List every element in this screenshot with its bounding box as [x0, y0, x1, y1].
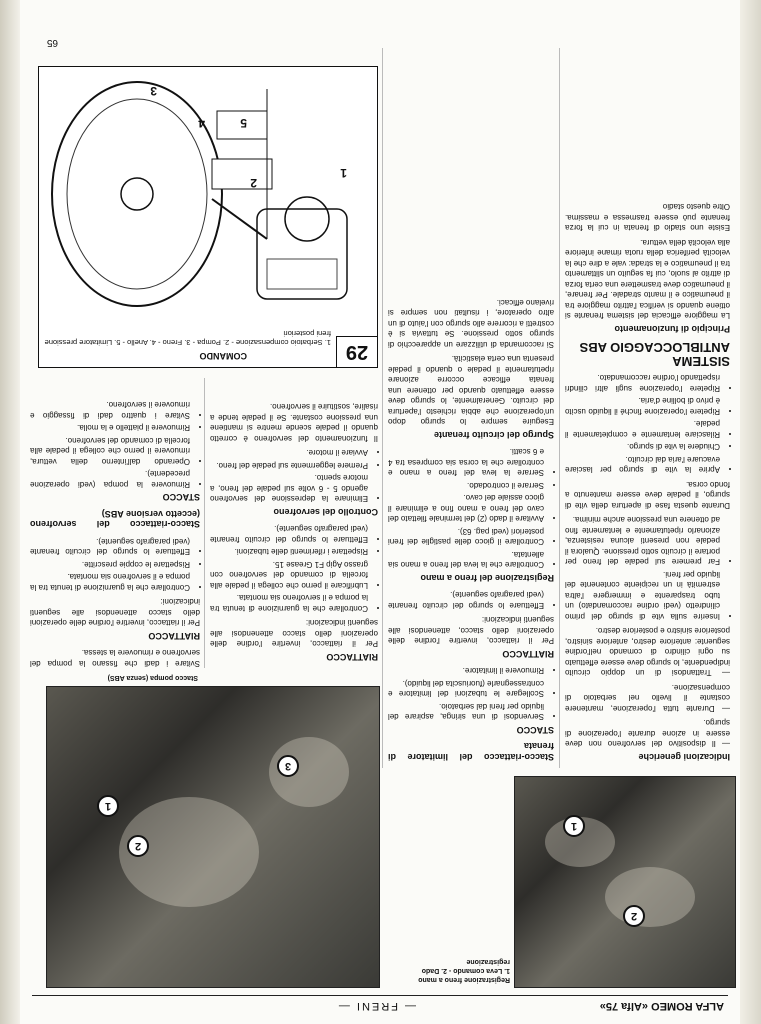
callout-5: 5 [240, 116, 247, 130]
callout-2: 2 [127, 835, 149, 857]
bullet-list [30, 399, 200, 489]
bullet-list [388, 665, 554, 722]
paragraph: Durante questa fase di apertura della vite di spurgo, il pedale deve essere mantenuto a fondo corsa. [565, 480, 730, 510]
list-item: • Rimuovere il piattello e la molla. [30, 422, 190, 433]
list-item: • Rimuovere la pompa (vedi operazione precedente). [30, 468, 190, 489]
list-item: • Svitare i quattro dadi di fissaggio e rimuovere il servofreno. [30, 399, 190, 420]
list-item: • Effettuare lo spurgo del circuito frenante (vedi paragrafo seguente). [388, 589, 544, 610]
heading-spurgo: Spurgo del circuito frenante [433, 430, 554, 440]
heading-riattacco: RIATTACCO [326, 652, 378, 662]
list-item: • Inserire sulla vite di spurgo del primo cilindretto (vedi ordine raccomandato) un tubo trasparente e immergere l'altra estremità in un recipiente contenente del liquido per freni. [565, 569, 720, 622]
header-rule [32, 995, 728, 996]
list-item: • Serrare il controdado. [388, 480, 544, 491]
heading-stacco-servofreno: Stacco-riattacco del servofreno (eccetto versione ABS) [30, 509, 200, 530]
list-item: • Scollegare le tubazioni del limitatore e contrassegnarle (fuoriuscita del liquido). [388, 678, 544, 699]
section-header: — FRENI — [336, 1000, 416, 1012]
list-item: • Controllare che la leva del freno a mano sia allentata. [388, 549, 544, 570]
paragraph: Il funzionamento del servofreno è corretto quando il pedale scende mentre si mantiene una pressione costante. Se il pedale tende a risalire, sostituire il servofreno. [210, 402, 378, 443]
diagram-figure [38, 66, 378, 368]
list-item: • Operando dall'interno della vettura, rimuovere il perno che collega il pedale alla forcella di comando del servofreno. [30, 435, 190, 467]
text-column-2 [388, 293, 554, 769]
heading-sistema-abs: SISTEMA ANTIBLOCCAGGIO ABS [579, 340, 730, 369]
paragraph: Eseguire sempre lo spurgo dopo un'operazione che abbia richiesto l'apertura del circuito. Generalmente, lo spurgo deve essere effettuato quando per ottenere una frenata efficace occorre azionare ripetutamente il pedale o quando il pedale presenta una certa elasticità. [388, 354, 554, 427]
heading-indicazioni: Indicazioni generiche [638, 752, 730, 762]
list-item: • Lubrificare il perno che collega il pedale alla forcella di comando del servofreno con grasso Agip F1 Grease 15. [210, 559, 368, 591]
photo-highlight [605, 867, 695, 927]
photo-pump [46, 686, 380, 988]
list-item: • Ripetere l'operazione finché il liquido uscito è privo di bolline d'aria. [565, 395, 720, 416]
text-column-3 [210, 397, 378, 668]
list-item: • Serrare la leva del freno a mano e controllare che la corsa sia compresa tra 4 e 6 scatti. [388, 446, 544, 478]
list-item: • Controllare che la guarnizione di tenuta tra la pompa e il servofreno sia montata. [30, 571, 190, 592]
paragraph: — Trattandosi di un doppio circuito indipendente, lo spurgo deve essere effettuato su ogni cilindro di comando nell'ordine seguente: anteriore destro, anteriore sinistro, posteriore sinistro e posteriore destro. [565, 626, 730, 678]
paragraph: — Durante tutta l'operazione, mantenere costante il livello nel serbatoio di compensazione. [565, 683, 730, 713]
diagram-title: COMANDO [199, 351, 247, 361]
bullet-list [210, 523, 378, 613]
callout-3: 3 [150, 84, 157, 98]
callout-3: 3 [277, 755, 299, 777]
bullet-list [565, 372, 730, 475]
paragraph: Per il riattacco, invertire l'ordine delle operazioni dello stacco attenendosi alle seguenti indicazioni: [30, 597, 200, 628]
caption-text: Registrazione freno a mano 1. Leva comando - 2. Dado registrazione [418, 958, 510, 983]
paragraph: La maggiore efficacia del sistema frenante si ottiene quando si verifica l'attrito maggiore tra il pneumatico e il manto stradale. Per frenare, il pneumatico deve trasmettere una certa forza di attrito al suolo, cui fa seguito un slittamento tra il pneumatico e la strada: vale a dire che la velocità periferica della ruota rimane inferiore alla velocità della vettura. [565, 238, 730, 321]
list-item: • Eliminare la depressione del servofreno agendo 5 - 6 volte sul pedale del freno, a motore spento. [210, 472, 368, 504]
callout-2: 1 [563, 815, 585, 837]
callout-4: 4 [198, 116, 205, 130]
heading-stacco: STACCO [162, 492, 200, 503]
photo-handbrake [514, 776, 736, 988]
list-item: • Aprire la vite di spurgo per lasciare evacuare l'aria dal circuito. [565, 454, 720, 475]
paragraph: Per il riattacco, invertire l'ordine delle operazioni dello stacco, attenendosi alle seguenti indicazioni: [388, 615, 554, 646]
column-divider [204, 378, 205, 668]
list-item: • Far premere sul pedale del freno per portare il circuito sotto pressione. Qualora il pedale non presenti alcuna resistenza, azionarlo ripetutamente e lentamente fino ad ottenere una pressione anche minima. [565, 514, 720, 567]
paragraph: Esiste uno stadio di frenata in cui la forza frenante può essere trasmessa e massima. Oltre questo stadio [565, 202, 730, 233]
manual-page-rotated [22, 18, 738, 1018]
list-item: • Ripetere l'operazione sugli altri cilindri rispettando l'ordine raccomandato. [565, 372, 720, 393]
paragraph: Si raccomanda di utilizzare un apparecchio di spurgo sotto pressione. Se tuttavia si è costretti a ricorrere allo spurgo con l'aiuto di un altro operatore, i risultati non sempre si rivelano efficaci. [388, 298, 554, 349]
paragraph: Svitare i dadi che fissano la pompa del servofreno e rimuovere la stessa. [30, 648, 200, 668]
list-item: • Avviare il motore. [210, 447, 368, 458]
bullet-list [565, 514, 730, 621]
list-item: • Avvitare il dado (2) del terminale filettato del cavo del freno a mano fino a eliminare il gioco assiale del cavo. [388, 492, 544, 524]
bullet-list [30, 536, 200, 593]
list-item: • Controllare che la guarnizione di tenuta tra la pompa e il servofreno sia montata. [210, 592, 368, 613]
list-item: • Rispettare i riferimenti delle tubazioni. [210, 546, 368, 557]
photo-caption-handbrake [390, 957, 510, 984]
callout-2: 2 [250, 176, 257, 190]
list-item: • Effettuare lo spurgo del circuito frenante (vedi paragrafo seguente). [30, 536, 190, 557]
list-item: • Rispettare le coppie prescritte. [30, 559, 190, 570]
callout-1: 2 [623, 905, 645, 927]
column-divider [382, 48, 383, 768]
list-item: • Premere leggermente sul pedale del freno. [210, 460, 368, 471]
page-number: 65 [46, 37, 58, 48]
bullet-list [388, 446, 554, 570]
column-divider [559, 48, 560, 768]
paragraph: — Il dispositivo del servofreno non deve essere in azione durante l'operazione di spurgo. [565, 718, 730, 749]
heading-stacco-limitatore: Stacco-riattacco del limitatore di frenata [388, 741, 554, 762]
brand-header: ALFA ROMEO «Alfa 75» [599, 1000, 724, 1012]
text-column-1 [565, 197, 730, 768]
list-item: • Rilasciare lentamente e completamente il pedale. [565, 418, 720, 439]
heading-riattacco: RIATTACCO [502, 649, 554, 659]
callout-1: 1 [97, 795, 119, 817]
heading-stacco: STACCO [516, 725, 554, 735]
list-item: • Controllare il gioco delle pastiglie dei freni posteriori (vedi pag. 63). [388, 526, 544, 547]
text-column-4 [30, 395, 200, 668]
brake-assembly-drawing [49, 74, 367, 319]
paragraph: Per il riattacco, invertire l'ordine delle operazioni dello stacco attenendosi alle seguenti indicazioni: [210, 618, 378, 649]
list-item: • Servendosi di una siringa, aspirare del liquido per freni dal serbatoio. [388, 701, 544, 722]
callout-1: 1 [340, 166, 347, 180]
bullet-list [388, 589, 554, 610]
figure-number: 29 [336, 336, 377, 367]
list-item: • Effettuare lo spurgo del circuito frenante (vedi paragrafo seguente). [210, 523, 368, 544]
list-item: • Chiudere la vite di spurgo. [565, 441, 720, 452]
diagram-caption: 1. Serbatoio compensazione - 2. Pompa - 3. Freno - 4. Anello - 5. Limitatore pressione freni posteriori [44, 329, 331, 347]
bullet-list [210, 447, 378, 504]
heading-controllo: Controllo del servofreno [273, 507, 378, 517]
heading-principio: Principio di funzionamento [614, 324, 730, 334]
binding-shadow-left [0, 0, 20, 1024]
heading-freno-mano: Registrazione del freno a mano [420, 573, 554, 583]
list-item: • Rimuovere il limitatore. [388, 665, 544, 676]
heading-riattacco: RIATTACCO [148, 631, 200, 641]
photo-caption-pump: Stacco pompa (senza ABS) [107, 674, 198, 681]
page-edge-right [740, 0, 761, 1024]
